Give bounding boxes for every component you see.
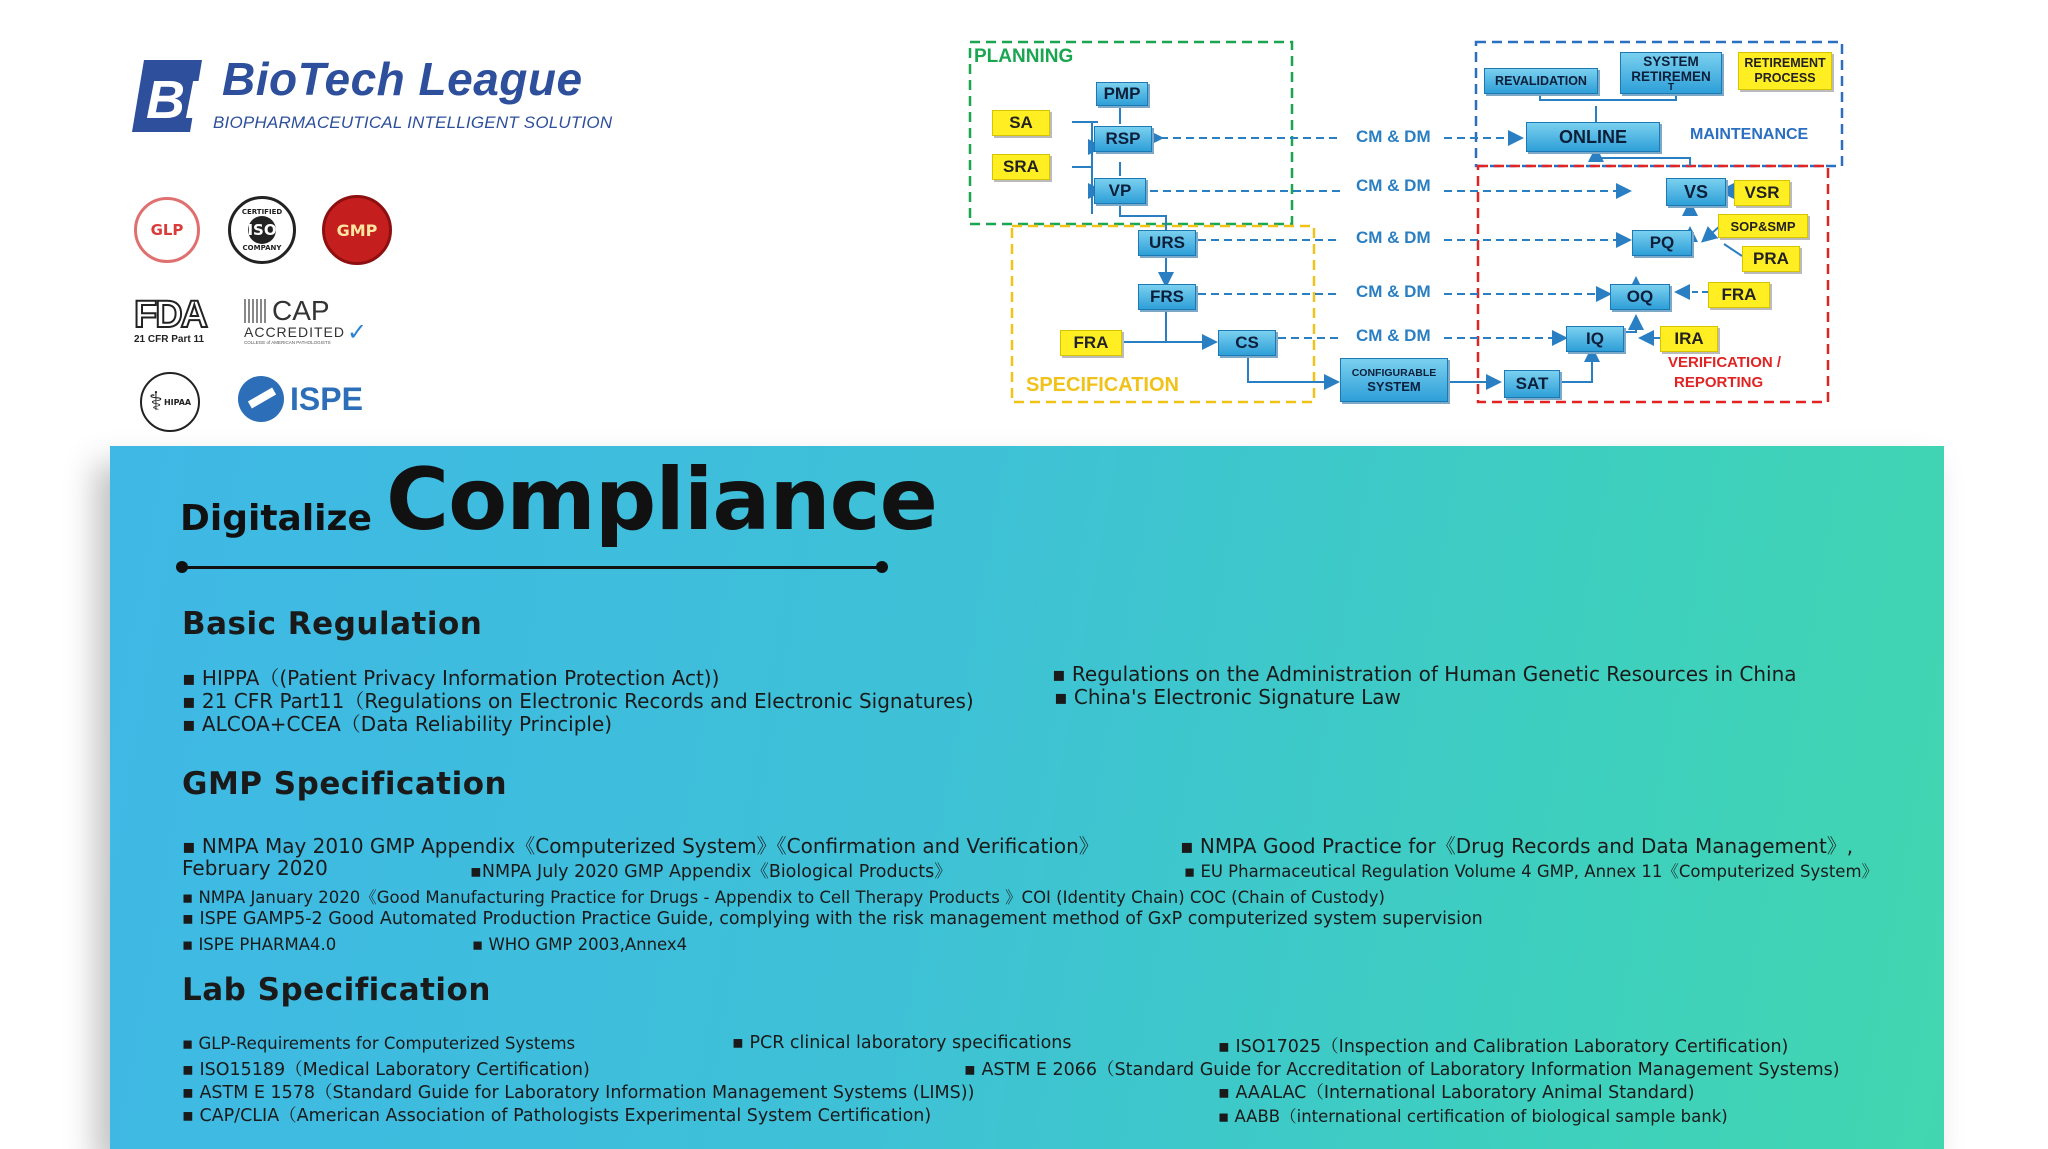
box-urs: URS <box>1138 230 1196 256</box>
basic-item: ▪ China's Electronic Signature Law <box>1054 685 1401 709</box>
box-rsp: RSP <box>1094 126 1152 152</box>
ybox-retirement-line2: PROCESS <box>1754 71 1816 85</box>
lab-item: ▪ PCR clinical laboratory specifications <box>732 1033 1072 1053</box>
lab-item: ▪ ISO17025（Inspection and Calibration Laboratory Certification) <box>1218 1037 1789 1057</box>
cmdm-label-3: CM & DM <box>1356 228 1431 247</box>
box-configurable-system <box>1340 358 1448 402</box>
zone-specification: SPECIFICATION <box>1026 374 1179 396</box>
box-vs: VS <box>1666 178 1726 206</box>
box-vp: VP <box>1094 178 1146 204</box>
underline-dot-left <box>176 561 188 573</box>
box-configurable-line2: SYSTEM <box>1367 379 1421 394</box>
lab-item: ▪ ASTM E 2066（Standard Guide for Accreditation of Laboratory Information Management Systems) <box>964 1060 1840 1080</box>
box-retire-line2: RETIREMEN <box>1631 69 1711 84</box>
checkmark-icon: ✓ <box>347 318 368 346</box>
gmp-badge-label: GMP <box>336 220 378 240</box>
gmp-item: ▪ NMPA January 2020《Good Manufacturing Practice for Drugs - Appendix to Cell Therapy Products 》COI (Identity Chain) COC (Chain of Custody) <box>182 888 1385 907</box>
box-online: ONLINE <box>1526 122 1660 152</box>
box-cs: CS <box>1218 330 1276 356</box>
gmp-item: ▪ EU Pharmaceutical Regulation Volume 4 GMP, Annex 11《Computerized System》 <box>1184 862 1879 881</box>
box-sat: SAT <box>1504 370 1560 398</box>
brand-logo-mark <box>132 60 218 132</box>
cmdm-label-4: CM & DM <box>1356 282 1431 301</box>
lab-item: ▪ AAALAC（International Laboratory Animal Standard) <box>1218 1083 1695 1103</box>
iso-badge-top: CERTIFIED <box>241 208 283 216</box>
basic-item: ▪ 21 CFR Part11（Regulations on Electronic Records and Electronic Signatures) <box>182 689 974 713</box>
gmp-item: ▪ WHO GMP 2003,Annex4 <box>472 935 688 954</box>
heading-lab-specification: Lab Specification <box>182 972 491 1008</box>
caduceus-icon: ⚕ <box>148 387 163 417</box>
cmdm-label-2: CM & DM <box>1356 176 1431 195</box>
ybox-sra: SRA <box>992 154 1050 180</box>
cap-badge <box>244 295 404 346</box>
ispe-label: ISPE <box>290 380 363 417</box>
fda-badge <box>134 296 206 345</box>
box-retire-line1: SYSTEM <box>1643 54 1699 69</box>
ybox-fra-left: FRA <box>1060 330 1122 356</box>
gmp-item: ▪ NMPA May 2010 GMP Appendix《Computerized System》《Confirmation and Verification》 <box>182 834 1099 858</box>
gmp-item: ▪ NMPA Good Practice for《Drug Records and Data Management》, <box>1180 834 1854 858</box>
hipaa-badge <box>140 372 200 432</box>
cmdm-label-1: CM & DM <box>1356 127 1431 146</box>
zone-verification-1: VERIFICATION / <box>1668 354 1782 371</box>
ispe-swirl-icon <box>238 376 284 422</box>
cmdm-label-5: CM & DM <box>1356 326 1431 345</box>
box-revalidation: REVALIDATION <box>1484 68 1598 94</box>
fda-logo: FDA <box>134 294 207 336</box>
ybox-ira: IRA <box>1660 326 1718 352</box>
ybox-pra: PRA <box>1742 246 1800 272</box>
lab-item: ▪ GLP-Requirements for Computerized Systems <box>182 1034 576 1053</box>
box-oq: OQ <box>1610 284 1670 310</box>
ybox-vsr: VSR <box>1734 180 1790 206</box>
title-digitalize: Digitalize <box>180 498 372 539</box>
heading-basic-regulation: Basic Regulation <box>182 606 483 642</box>
ybox-sa: SA <box>992 110 1050 136</box>
box-iq: IQ <box>1566 326 1624 352</box>
box-system-retirement <box>1620 52 1722 94</box>
brand-tagline: BIOPHARMACEUTICAL INTELLIGENT SOLUTION <box>213 113 613 132</box>
underline-dot-right <box>876 561 888 573</box>
hipaa-label: HIPAA <box>163 397 192 407</box>
box-frs: FRS <box>1138 284 1196 310</box>
ybox-fra-right: FRA <box>1708 282 1770 308</box>
iso-badge-bottom: COMPANY <box>242 244 282 252</box>
brand-name: BioTech League <box>222 53 583 105</box>
cap-logo: CAP <box>272 295 330 326</box>
zone-maintenance: MAINTENANCE <box>1690 126 1809 143</box>
box-pmp: PMP <box>1096 82 1148 106</box>
brand-mark-text: BL <box>146 70 218 130</box>
box-configurable-line1: CONFIGURABLE <box>1351 367 1437 379</box>
glp-badge <box>134 197 200 263</box>
gmp-badge <box>322 195 392 265</box>
lab-item: ▪ ASTM E 1578（Standard Guide for Laboratory Information Management Systems (LIMS)) <box>182 1083 975 1103</box>
title-compliance: Compliance <box>386 450 937 550</box>
basic-item: ▪ Regulations on the Administration of Human Genetic Resources in China <box>1052 662 1797 686</box>
lab-item: ▪ ISO15189（Medical Laboratory Certification) <box>182 1060 590 1080</box>
box-retire-line3: T <box>1667 82 1675 93</box>
gmp-item: ▪ ISPE GAMP5-2 Good Automated Production Practice Guide, complying with the risk management method of GxP computerized system supervision <box>182 909 1483 929</box>
heading-gmp-specification: GMP Specification <box>182 766 508 802</box>
lab-item: ▪ CAP/CLIA（American Association of Pathologists Experimental System Certification) <box>182 1106 932 1126</box>
title-underline <box>180 566 882 569</box>
ybox-sop-smp: SOP&SMP <box>1718 214 1808 238</box>
validation-diagram <box>960 36 1860 416</box>
cap-small: COLLEGE of AMERICAN PATHOLOGISTS <box>244 340 331 345</box>
iso-badge-label: ISO <box>248 216 276 244</box>
cap-grid-icon <box>244 299 268 323</box>
lab-item: ▪ AABB（international certification of biological sample bank) <box>1218 1107 1728 1126</box>
basic-item: ▪ HIPPA（(Patient Privacy Information Protection Act)) <box>182 666 720 690</box>
ybox-retirement-line1: RETIREMENT <box>1744 56 1826 70</box>
gmp-item: ▪ ISPE PHARMA4.0 <box>182 935 337 954</box>
glp-badge-label: GLP <box>150 221 184 239</box>
box-pq: PQ <box>1632 230 1692 256</box>
ybox-retirement-process <box>1738 52 1832 90</box>
cap-accredited: ACCREDITED <box>244 324 346 340</box>
zone-verification-2: REPORTING <box>1674 374 1764 391</box>
ispe-badge <box>238 376 363 422</box>
gmp-item: February 2020 <box>182 856 328 880</box>
fda-sub: 21 CFR Part 11 <box>134 334 205 345</box>
iso-badge <box>228 196 296 264</box>
gmp-item: ▪NMPA July 2020 GMP Appendix《Biological Products》 <box>470 862 952 882</box>
zone-planning: PLANNING <box>974 46 1074 67</box>
basic-item: ▪ ALCOA+CCEA（Data Reliability Principle) <box>182 712 613 736</box>
